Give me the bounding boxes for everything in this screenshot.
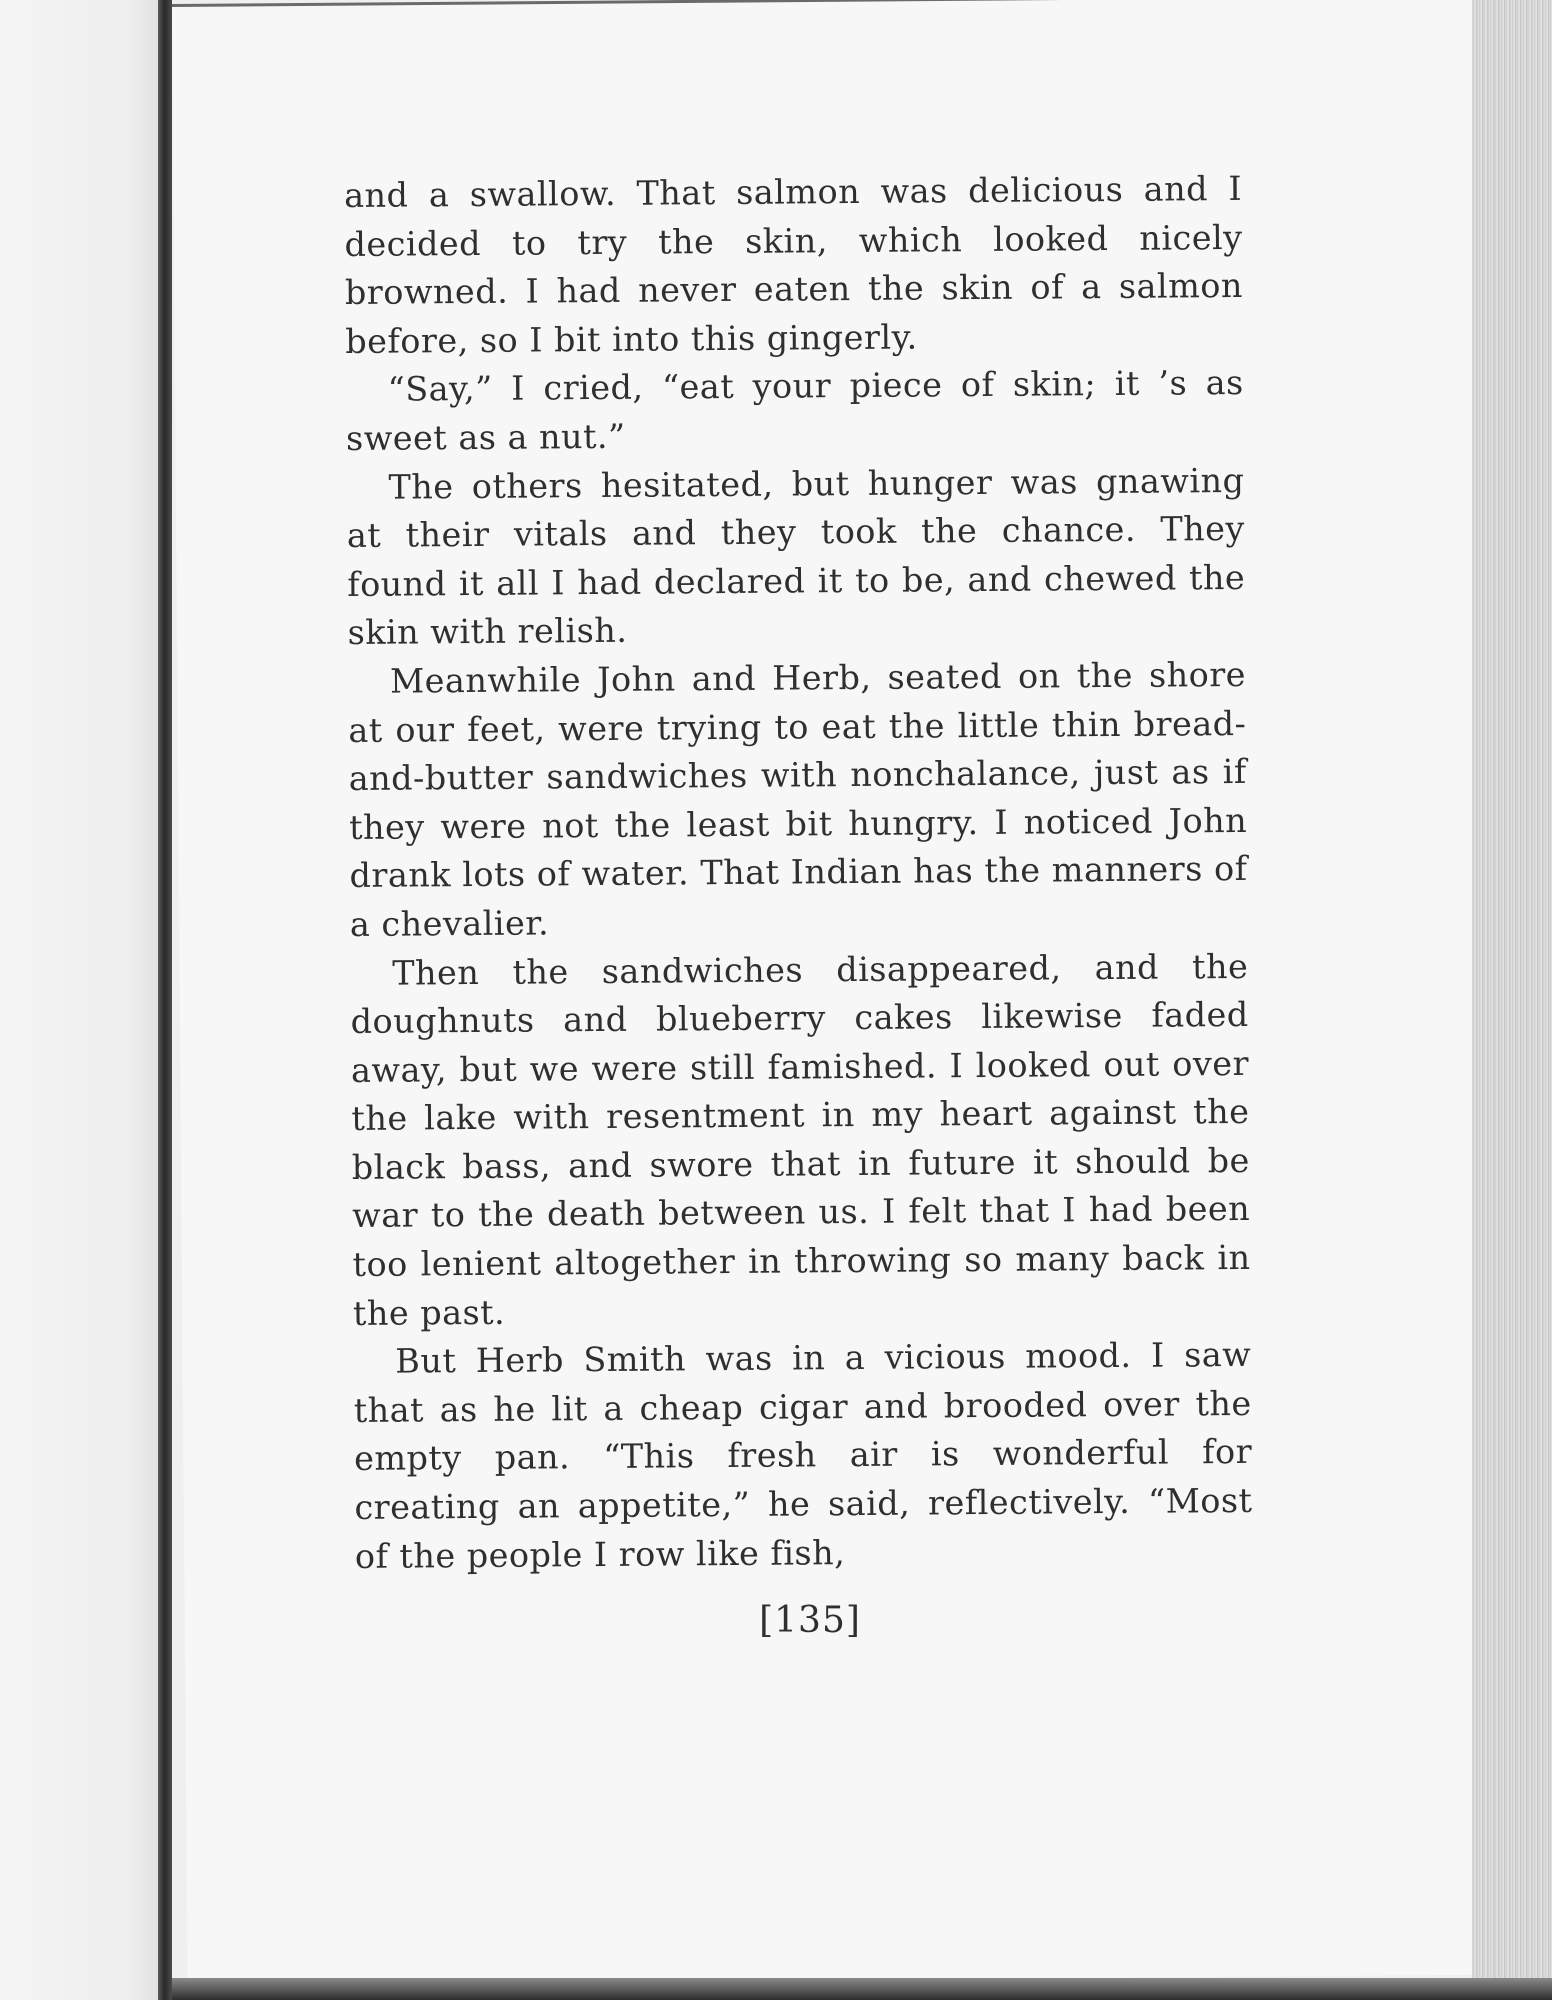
- bottom-edge-shadow: [172, 1978, 1552, 2000]
- page-body-text: [344, 165, 1253, 1581]
- page-number: [135]: [759, 1600, 861, 1641]
- book-spine: [158, 0, 172, 2000]
- paragraph-5: Then the sandwiches disappeared, and the doughnuts and blueberry cakes likewise faded away, but we were still famished. I looked out over the lake with resentment in my heart against the black bass, and swore that in future it should be war to the death between us. I felt that I had been too lenient altogether in throwing so many back in the past.: [350, 946, 1251, 1333]
- page-edges: [1472, 0, 1552, 2000]
- paragraph-6: But Herb Smith was in a vicious mood. I saw that as he lit a cheap cigar and brooded over the empty pan. “This fresh air is wonderful for creating an appetite,” he said, reflectively. “Most of the people I row like fish,: [353, 1335, 1253, 1576]
- left-page-margin: [0, 0, 158, 2000]
- paragraph-4: Meanwhile John and Herb, seated on the shore at our feet, were trying to eat the little thin bread-and-butter sandwiches with nonchalance, just as if they were not the least bit hungry. I noticed John drank lots of water. That Indian has the manners of a chevalier.: [348, 654, 1248, 944]
- paragraph-3: The others hesitated, but hunger was gnawing at their vitals and they took the chance. They found it all I had declared it to be, and chewed the skin with relish.: [346, 460, 1246, 653]
- paragraph-2: “Say,” I cried, “eat your piece of skin; it ’s as sweet as a nut.”: [345, 363, 1244, 458]
- paragraph-1: and a swallow. That salmon was delicious and I decided to try the skin, which looked nicely browned. I had never eaten the skin of a salmon before, so I bit into this gingerly.: [344, 168, 1244, 361]
